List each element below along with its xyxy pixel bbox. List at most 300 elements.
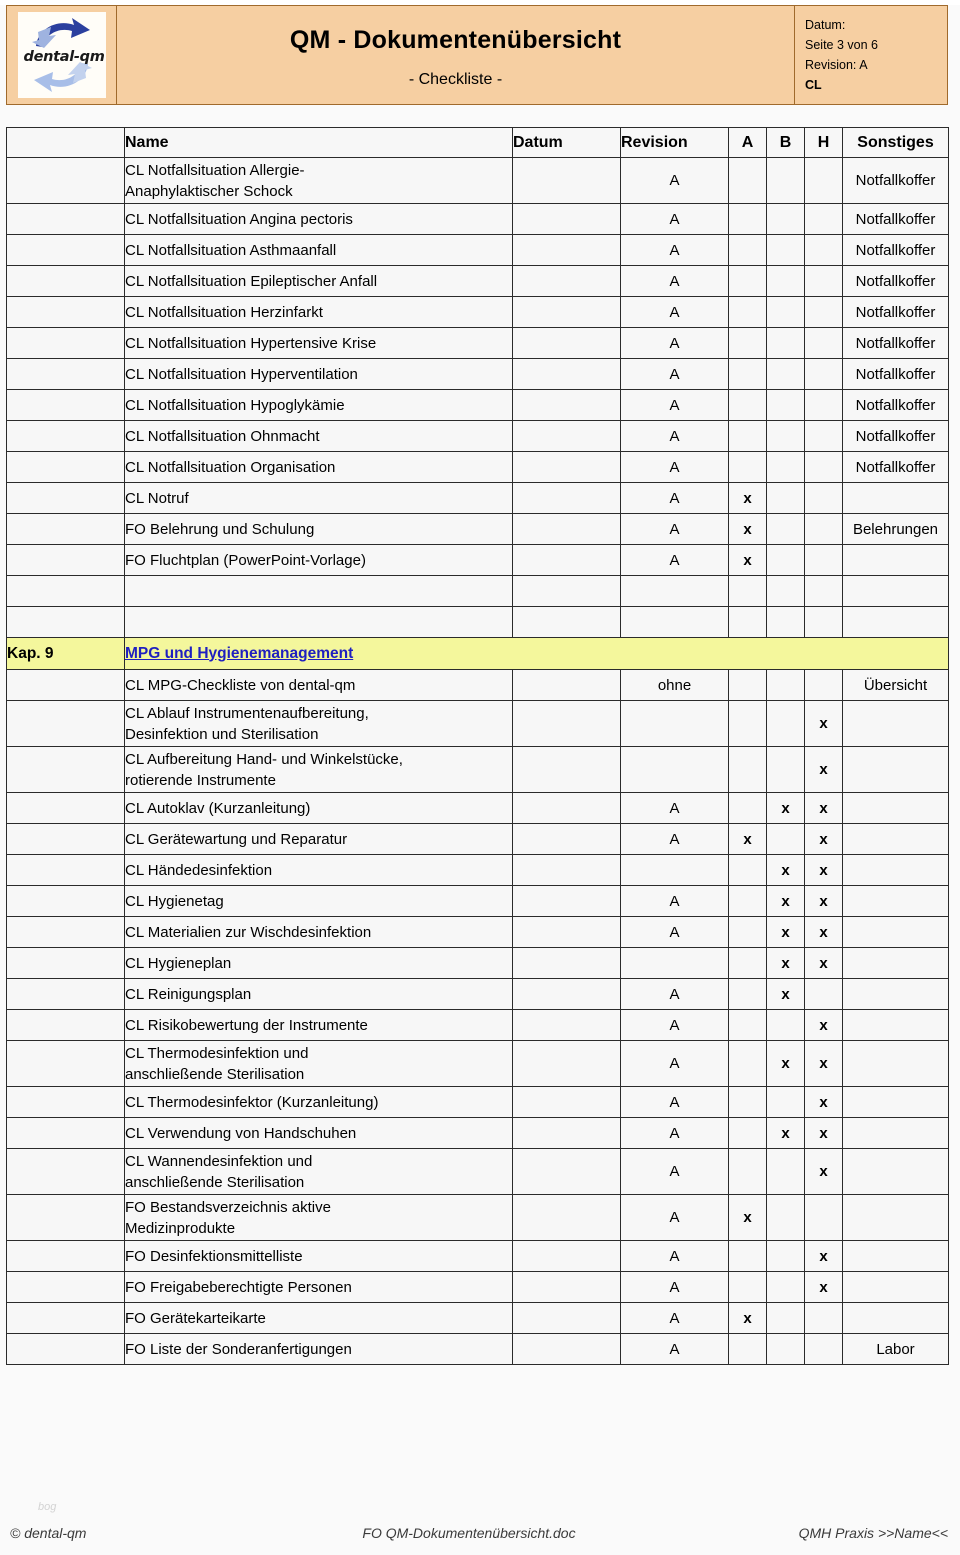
cell-datum <box>513 359 621 390</box>
cell-revision: A <box>621 514 729 545</box>
cell-revision <box>621 855 729 886</box>
cell-name: CL MPG-Checkliste von dental-qm <box>125 670 513 701</box>
cell-name: FO Fluchtplan (PowerPoint-Vorlage) <box>125 545 513 576</box>
footer-artifact: bog <box>38 1501 57 1513</box>
table-row <box>7 1087 949 1118</box>
table-row <box>7 452 949 483</box>
cell-flag-h: x <box>805 793 843 824</box>
cell-kapitel <box>7 204 125 235</box>
cell-kapitel <box>7 452 125 483</box>
cell-datum <box>513 747 621 793</box>
meta-revision: Revision: A <box>805 58 868 72</box>
cell-name: FO Gerätekarteikarte <box>125 1303 513 1334</box>
cell-kapitel <box>7 514 125 545</box>
cell-flag-a <box>729 1010 767 1041</box>
cell-flag-h: x <box>805 855 843 886</box>
cell-kapitel <box>7 576 125 607</box>
footer-copyright: © dental-qm <box>10 1525 87 1541</box>
cell-datum <box>513 793 621 824</box>
table-row <box>7 421 949 452</box>
cell-revision: A <box>621 979 729 1010</box>
cell-flag-h <box>805 545 843 576</box>
cell-flag-h: x <box>805 1241 843 1272</box>
cell-revision <box>621 948 729 979</box>
cell-flag-h <box>805 514 843 545</box>
cell-datum <box>513 297 621 328</box>
cell-revision: A <box>621 266 729 297</box>
cell-datum <box>513 235 621 266</box>
cell-kapitel <box>7 747 125 793</box>
cell-flag-b: x <box>767 1041 805 1087</box>
cell-name: CL Notfallsituation Asthmaanfall <box>125 235 513 266</box>
cell-flag-h: x <box>805 747 843 793</box>
cell-flag-h <box>805 670 843 701</box>
cell-sonstiges: Belehrungen <box>843 514 949 545</box>
table-row <box>7 328 949 359</box>
table-row <box>7 545 949 576</box>
cell-flag-b: x <box>767 793 805 824</box>
cell-datum <box>513 266 621 297</box>
cell-flag-h: x <box>805 1087 843 1118</box>
table-row <box>7 204 949 235</box>
cell-flag-b <box>767 1334 805 1365</box>
col-header-b: B <box>767 128 805 158</box>
cell-datum <box>513 576 621 607</box>
document-header <box>6 5 948 105</box>
logo-cell <box>7 6 117 104</box>
cell-flag-a <box>729 576 767 607</box>
cell-name: CL Notfallsituation Ohnmacht <box>125 421 513 452</box>
cell-datum <box>513 1272 621 1303</box>
cell-name: FO Bestandsverzeichnis aktive Medizinprodukte <box>125 1195 513 1241</box>
cell-name: CL Händedesinfektion <box>125 855 513 886</box>
table-header-row <box>7 128 949 158</box>
cell-flag-a <box>729 297 767 328</box>
cell-kapitel <box>7 1334 125 1365</box>
cell-kapitel <box>7 855 125 886</box>
cell-flag-h: x <box>805 1041 843 1087</box>
cell-flag-a <box>729 235 767 266</box>
table-row <box>7 266 949 297</box>
cell-flag-a <box>729 421 767 452</box>
cell-name: FO Liste der Sonderanfertigungen <box>125 1334 513 1365</box>
cell-datum <box>513 979 621 1010</box>
cell-datum <box>513 1303 621 1334</box>
chapter-title-cell[interactable] <box>125 638 949 670</box>
table-row <box>7 670 949 701</box>
table-row <box>7 158 949 204</box>
cell-revision <box>621 747 729 793</box>
cell-flag-a: x <box>729 824 767 855</box>
cell-kapitel <box>7 670 125 701</box>
cell-flag-h: x <box>805 1118 843 1149</box>
cell-sonstiges: Notfallkoffer <box>843 390 949 421</box>
cell-name: CL Notfallsituation Hypoglykämie <box>125 390 513 421</box>
table-row <box>7 747 949 793</box>
cell-datum <box>513 514 621 545</box>
document-table-wrapper <box>6 127 948 1365</box>
document-page <box>0 5 960 1555</box>
cell-datum <box>513 421 621 452</box>
cell-flag-h <box>805 607 843 638</box>
cell-sonstiges: Notfallkoffer <box>843 204 949 235</box>
cell-revision: A <box>621 1195 729 1241</box>
cell-flag-a <box>729 204 767 235</box>
cell-kapitel <box>7 793 125 824</box>
cell-sonstiges <box>843 979 949 1010</box>
cell-flag-b <box>767 607 805 638</box>
cell-datum <box>513 1334 621 1365</box>
table-row <box>7 824 949 855</box>
cell-revision: ohne <box>621 670 729 701</box>
cell-flag-b: x <box>767 1118 805 1149</box>
table-row <box>7 1118 949 1149</box>
cell-sonstiges: Notfallkoffer <box>843 297 949 328</box>
cell-revision <box>621 576 729 607</box>
cell-flag-a <box>729 793 767 824</box>
cell-datum <box>513 1010 621 1041</box>
cell-kapitel <box>7 979 125 1010</box>
cell-flag-h <box>805 1334 843 1365</box>
cell-kapitel <box>7 948 125 979</box>
cell-flag-a <box>729 1334 767 1365</box>
cell-flag-a <box>729 1041 767 1087</box>
cell-flag-h <box>805 204 843 235</box>
cell-flag-b <box>767 670 805 701</box>
cell-sonstiges <box>843 948 949 979</box>
cell-datum <box>513 545 621 576</box>
cell-revision: A <box>621 824 729 855</box>
cell-revision: A <box>621 1087 729 1118</box>
cell-flag-a <box>729 607 767 638</box>
table-row <box>7 235 949 266</box>
cell-name: CL Wannendesinfektion und anschließende Sterilisation <box>125 1149 513 1195</box>
cell-flag-b: x <box>767 948 805 979</box>
cell-flag-a <box>729 390 767 421</box>
cell-sonstiges <box>843 886 949 917</box>
title-cell <box>117 6 795 104</box>
table-row <box>7 359 949 390</box>
footer-practice: QMH Praxis >>Name<< <box>798 1525 948 1541</box>
cell-datum <box>513 824 621 855</box>
cell-revision: A <box>621 328 729 359</box>
cell-flag-a <box>729 1087 767 1118</box>
table-row <box>7 793 949 824</box>
table-row <box>7 1149 949 1195</box>
cell-flag-h: x <box>805 1149 843 1195</box>
cell-name: CL Verwendung von Handschuhen <box>125 1118 513 1149</box>
cell-datum <box>513 158 621 204</box>
cell-sonstiges <box>843 483 949 514</box>
cell-sonstiges: Notfallkoffer <box>843 359 949 390</box>
cell-flag-h <box>805 483 843 514</box>
cell-flag-h <box>805 1195 843 1241</box>
cell-datum <box>513 390 621 421</box>
dental-qm-logo <box>18 12 106 98</box>
cell-kapitel <box>7 390 125 421</box>
cell-revision: A <box>621 793 729 824</box>
cell-sonstiges <box>843 607 949 638</box>
cell-flag-b <box>767 483 805 514</box>
cell-datum <box>513 607 621 638</box>
cell-kapitel <box>7 1303 125 1334</box>
cell-name: CL Aufbereitung Hand- und Winkelstücke, rotierende Instrumente <box>125 747 513 793</box>
cell-name: CL Notfallsituation Epileptischer Anfall <box>125 266 513 297</box>
cell-revision: A <box>621 1303 729 1334</box>
cell-kapitel <box>7 266 125 297</box>
cell-datum <box>513 1041 621 1087</box>
cell-flag-a: x <box>729 1195 767 1241</box>
cell-sonstiges <box>843 545 949 576</box>
cell-flag-h <box>805 576 843 607</box>
cell-sonstiges <box>843 1087 949 1118</box>
cell-flag-b: x <box>767 917 805 948</box>
cell-sonstiges: Übersicht <box>843 670 949 701</box>
table-row <box>7 297 949 328</box>
table-row <box>7 1241 949 1272</box>
cell-name: CL Autoklav (Kurzanleitung) <box>125 793 513 824</box>
cell-kapitel <box>7 328 125 359</box>
cell-revision: A <box>621 483 729 514</box>
document-overview-table <box>6 127 949 1365</box>
table-row <box>7 514 949 545</box>
cell-flag-b <box>767 1303 805 1334</box>
cell-flag-h: x <box>805 917 843 948</box>
cell-flag-a <box>729 886 767 917</box>
cell-kapitel <box>7 359 125 390</box>
table-row <box>7 1303 949 1334</box>
cell-revision: A <box>621 1149 729 1195</box>
cell-flag-a <box>729 917 767 948</box>
cell-sonstiges <box>843 1041 949 1087</box>
cell-flag-a <box>729 948 767 979</box>
cell-datum <box>513 452 621 483</box>
cell-datum <box>513 855 621 886</box>
table-row <box>7 1010 949 1041</box>
table-body <box>7 158 949 1365</box>
col-header-name: Name <box>125 128 513 158</box>
cell-flag-b <box>767 514 805 545</box>
cell-datum <box>513 328 621 359</box>
cell-flag-a <box>729 266 767 297</box>
meta-page: Seite 3 von 6 <box>805 38 878 52</box>
cell-flag-b <box>767 1010 805 1041</box>
cell-flag-h: x <box>805 948 843 979</box>
chapter-title-link[interactable]: MPG und Hygienemanagement <box>125 644 354 662</box>
table-row <box>7 855 949 886</box>
cell-name <box>125 607 513 638</box>
cell-name: CL Notfallsituation Allergie- Anaphylaktischer Schock <box>125 158 513 204</box>
cell-revision: A <box>621 390 729 421</box>
cell-flag-h: x <box>805 701 843 747</box>
cell-flag-h: x <box>805 824 843 855</box>
cell-datum <box>513 886 621 917</box>
cell-flag-h <box>805 158 843 204</box>
cell-datum <box>513 1087 621 1118</box>
cell-datum <box>513 1149 621 1195</box>
cell-flag-a: x <box>729 1303 767 1334</box>
cell-datum <box>513 948 621 979</box>
cell-kapitel <box>7 824 125 855</box>
cell-sonstiges: Notfallkoffer <box>843 158 949 204</box>
cell-revision: A <box>621 1010 729 1041</box>
table-row <box>7 886 949 917</box>
cell-flag-h <box>805 328 843 359</box>
cell-flag-a: x <box>729 514 767 545</box>
table-row <box>7 1272 949 1303</box>
col-header-kapitel <box>7 128 125 158</box>
cell-name: FO Desinfektionsmittelliste <box>125 1241 513 1272</box>
cell-flag-b <box>767 204 805 235</box>
cell-kapitel <box>7 1272 125 1303</box>
cell-flag-b <box>767 158 805 204</box>
cell-flag-b <box>767 266 805 297</box>
cell-sonstiges <box>843 701 949 747</box>
cell-name: CL Notfallsituation Angina pectoris <box>125 204 513 235</box>
cell-name: CL Gerätewartung und Reparatur <box>125 824 513 855</box>
cell-flag-h <box>805 421 843 452</box>
cell-sonstiges <box>843 855 949 886</box>
cell-flag-a <box>729 452 767 483</box>
cell-name: CL Ablauf Instrumentenaufbereitung, Desinfektion und Sterilisation <box>125 701 513 747</box>
cell-flag-a <box>729 979 767 1010</box>
table-head <box>7 128 949 158</box>
cell-revision: A <box>621 1272 729 1303</box>
cell-flag-a <box>729 747 767 793</box>
cell-kapitel <box>7 421 125 452</box>
cell-flag-b <box>767 452 805 483</box>
cell-flag-a <box>729 670 767 701</box>
cell-sonstiges <box>843 1241 949 1272</box>
cell-revision: A <box>621 297 729 328</box>
cell-flag-h <box>805 390 843 421</box>
col-header-revision: Revision <box>621 128 729 158</box>
cell-revision: A <box>621 204 729 235</box>
cell-name: CL Notfallsituation Herzinfarkt <box>125 297 513 328</box>
cell-flag-b: x <box>767 979 805 1010</box>
cell-sonstiges <box>843 1272 949 1303</box>
meta-doc-type: CL <box>805 78 822 92</box>
cell-flag-a: x <box>729 483 767 514</box>
cell-kapitel <box>7 1118 125 1149</box>
cell-kapitel <box>7 235 125 266</box>
cell-revision: A <box>621 1241 729 1272</box>
cell-revision: A <box>621 452 729 483</box>
cell-flag-b <box>767 390 805 421</box>
cell-kapitel <box>7 1195 125 1241</box>
cell-sonstiges: Notfallkoffer <box>843 452 949 483</box>
cell-flag-b <box>767 1272 805 1303</box>
cell-kapitel <box>7 158 125 204</box>
cell-name: FO Belehrung und Schulung <box>125 514 513 545</box>
cell-datum <box>513 701 621 747</box>
table-row <box>7 390 949 421</box>
table-row <box>7 1195 949 1241</box>
footer-filename: FO QM-Dokumentenübersicht.doc <box>362 1525 576 1541</box>
cell-flag-h <box>805 297 843 328</box>
chapter-number: Kap. 9 <box>7 638 125 670</box>
cell-flag-h <box>805 235 843 266</box>
cell-name: CL Hygienetag <box>125 886 513 917</box>
cell-flag-h: x <box>805 1272 843 1303</box>
table-row <box>7 917 949 948</box>
cell-flag-a <box>729 1149 767 1195</box>
cell-revision: A <box>621 359 729 390</box>
cell-name: FO Freigabeberechtigte Personen <box>125 1272 513 1303</box>
cell-flag-b <box>767 297 805 328</box>
cell-flag-b <box>767 1195 805 1241</box>
cell-sonstiges: Notfallkoffer <box>843 421 949 452</box>
cell-kapitel <box>7 483 125 514</box>
cell-datum <box>513 670 621 701</box>
cell-flag-b <box>767 747 805 793</box>
cell-flag-b <box>767 1241 805 1272</box>
cell-datum <box>513 1241 621 1272</box>
col-header-a: A <box>729 128 767 158</box>
cell-flag-a <box>729 158 767 204</box>
cell-name: CL Risikobewertung der Instrumente <box>125 1010 513 1041</box>
cell-revision <box>621 701 729 747</box>
cell-datum <box>513 1118 621 1149</box>
table-spacer-row <box>7 576 949 607</box>
cell-revision: A <box>621 1118 729 1149</box>
cell-name <box>125 576 513 607</box>
cell-name: CL Thermodesinfektion und anschließende Sterilisation <box>125 1041 513 1087</box>
col-header-sonstiges: Sonstiges <box>843 128 949 158</box>
cell-flag-a <box>729 855 767 886</box>
cell-flag-b <box>767 701 805 747</box>
cell-flag-h: x <box>805 1010 843 1041</box>
cell-flag-b <box>767 359 805 390</box>
cell-revision: A <box>621 886 729 917</box>
cell-flag-a <box>729 1118 767 1149</box>
col-header-h: H <box>805 128 843 158</box>
cell-flag-b <box>767 328 805 359</box>
cell-sonstiges <box>843 1010 949 1041</box>
cell-name: CL Materialien zur Wischdesinfektion <box>125 917 513 948</box>
cell-sonstiges <box>843 917 949 948</box>
cell-flag-h <box>805 266 843 297</box>
cell-sonstiges <box>843 824 949 855</box>
cell-datum <box>513 1195 621 1241</box>
cell-datum <box>513 483 621 514</box>
logo-wordmark: dental-qm <box>23 49 105 65</box>
meta-datum: Datum: <box>805 18 846 32</box>
table-row <box>7 948 949 979</box>
cell-flag-b <box>767 235 805 266</box>
cell-name: CL Notruf <box>125 483 513 514</box>
cell-kapitel <box>7 607 125 638</box>
cell-revision: A <box>621 235 729 266</box>
cell-flag-h <box>805 452 843 483</box>
chapter-header-row <box>7 638 949 670</box>
cell-kapitel <box>7 297 125 328</box>
page-subtitle: - Checkliste - <box>408 70 503 88</box>
cell-flag-b: x <box>767 855 805 886</box>
cell-flag-b <box>767 421 805 452</box>
cell-name: CL Hygieneplan <box>125 948 513 979</box>
cell-flag-a <box>729 328 767 359</box>
cell-sonstiges: Notfallkoffer <box>843 235 949 266</box>
cell-kapitel <box>7 545 125 576</box>
table-row <box>7 1041 949 1087</box>
cell-kapitel <box>7 1041 125 1087</box>
cell-kapitel <box>7 1087 125 1118</box>
cell-revision: A <box>621 1041 729 1087</box>
cell-flag-a: x <box>729 545 767 576</box>
document-footer <box>0 1525 960 1541</box>
cell-flag-h <box>805 1303 843 1334</box>
